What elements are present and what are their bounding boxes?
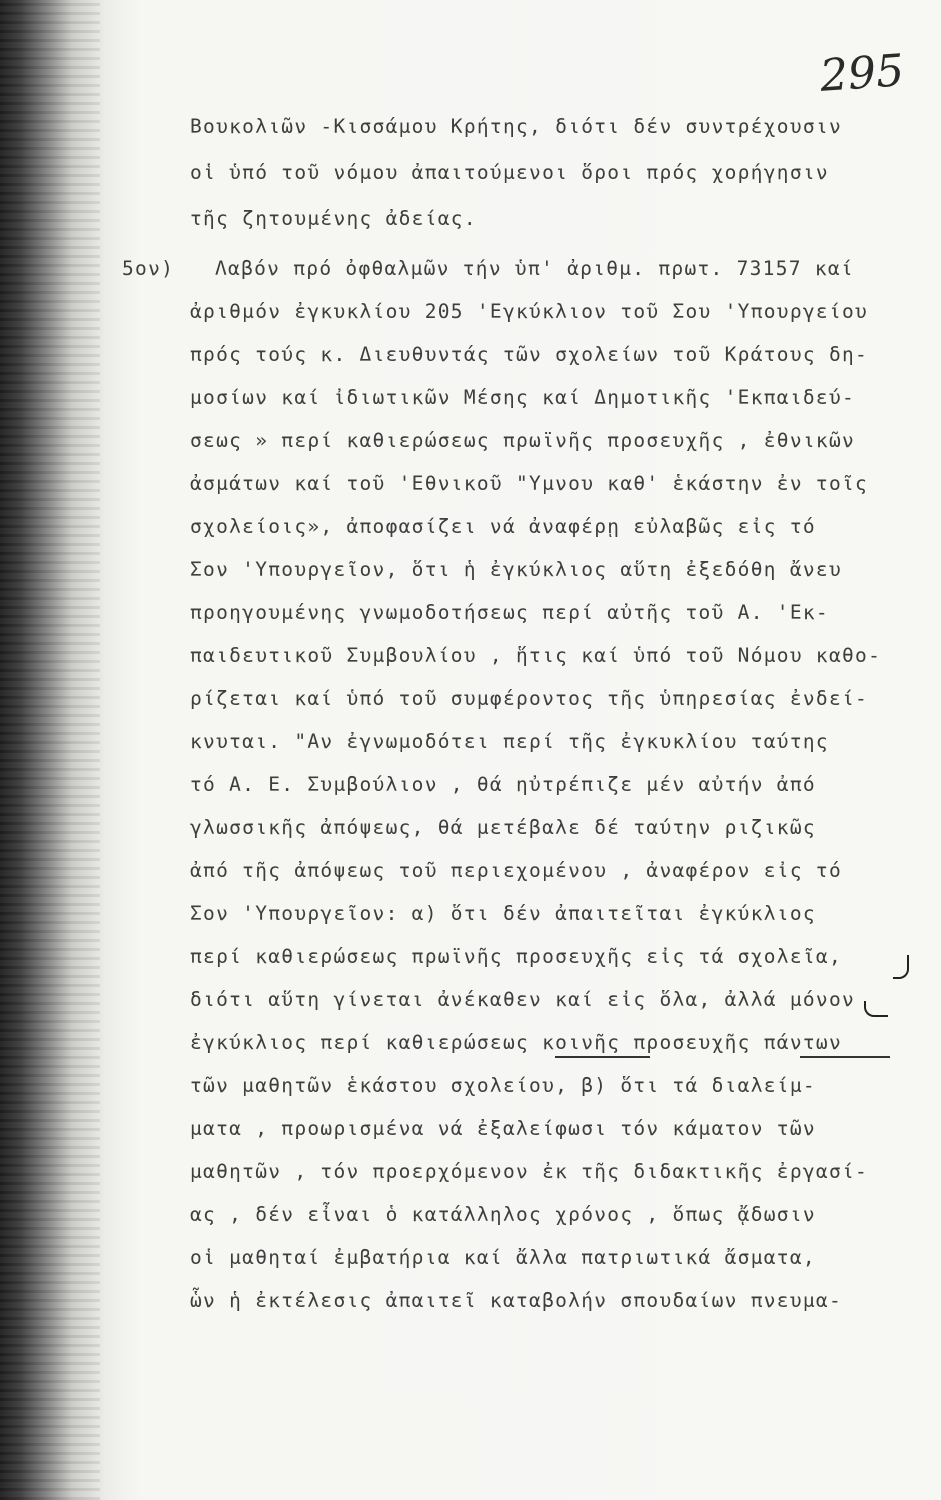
text-line: σχολείοις», ἀποφασίζει νά ἀναφέρῃ εὐλαβῶς εἰς τό bbox=[190, 515, 816, 538]
text-line: οἱ ὑπό τοῦ νόμου ἀπαιτούμενοι ὅροι πρός χορήγησιν bbox=[190, 161, 829, 184]
text-line: μαθητῶν , τόν προερχόμενον ἐκ τῆς διδακτικῆς ἐργασί- bbox=[190, 1160, 869, 1183]
text-line: τῶν μαθητῶν ἑκάστου σχολείου, β) ὅτι τά διαλείμ- bbox=[190, 1074, 816, 1097]
binding-shadow bbox=[0, 0, 100, 1500]
handwritten-underline bbox=[800, 1056, 890, 1058]
text-line: ρίζεται καί ὑπό τοῦ συμφέροντος τῆς ὑπηρεσίας ἐνδεί- bbox=[190, 687, 869, 710]
text-line: προηγουμένης γνωμοδοτήσεως περί αὐτῆς τοῦ Α. 'Εκ- bbox=[190, 601, 829, 624]
text-line: ἀριθμόν ἐγκυκλίου 205 'Εγκύκλιον τοῦ Σου 'Υπουργείου bbox=[190, 300, 869, 323]
text-line: ἐγκύκλιος περί καθιερώσεως κοινῆς προσευχῆς πάντων bbox=[190, 1031, 842, 1054]
text-line: γλωσσικῆς ἀπόψεως, θά μετέβαλε δέ ταύτην ριζικῶς bbox=[190, 816, 816, 839]
text-line: ματα , προωρισμένα νά ἐξαλείφωσι τόν κάματον τῶν bbox=[190, 1117, 816, 1140]
text-line: σεως » περί καθιερώσεως πρωϊνῆς προσευχῆς , ἐθνικῶν bbox=[190, 429, 856, 452]
handwritten-comma-mark bbox=[893, 955, 909, 979]
text-line: ας , δέν εἶναι ὁ κατάλληλος χρόνος , ὅπως ᾄδωσιν bbox=[190, 1203, 816, 1226]
text-line: Σον 'Υπουργεῖον, ὅτι ἡ ἐγκύκλιος αὕτη ἐξεδόθη ἄνευ bbox=[190, 558, 842, 581]
text-line: τῆς ζητουμένης ἀδείας. bbox=[190, 207, 477, 230]
text-line: μοσίων καί ἰδιωτικῶν Μέσης καί Δημοτικῆς 'Εκπαιδεύ- bbox=[190, 386, 856, 409]
text-line: ἀσμάτων καί τοῦ 'Εθνικοῦ "Υμνου καθ' ἑκάστην ἐν τοῖς bbox=[190, 472, 869, 495]
text-line: Λαβόν πρό ὀφθαλμῶν τήν ὑπ' ἀριθμ. πρωτ. 73157 καί bbox=[215, 257, 854, 280]
text-line: ὧν ἡ ἐκτέλεσις ἀπαιτεῖ καταβολήν σπουδαίων πνευμα- bbox=[190, 1289, 842, 1312]
page-number: 295 bbox=[818, 45, 906, 102]
handwritten-bracket-mark bbox=[864, 1001, 888, 1017]
text-line: παιδευτικοῦ Συμβουλίου , ἥτις καί ὑπό τοῦ Νόμου καθο- bbox=[190, 644, 882, 667]
text-line: Βουκολιῶν -Κισσάμου Κρήτης, διότι δέν συντρέχουσιν bbox=[190, 115, 842, 138]
text-line: ἀπό τῆς ἀπόψεως τοῦ περιεχομένου , ἀναφέρον εἰς τό bbox=[190, 859, 842, 882]
text-line: περί καθιερώσεως πρωϊνῆς προσευχῆς εἰς τά σχολεῖα, bbox=[190, 945, 842, 968]
text-line: τό Α. Ε. Συμβούλιον , θά ηὐτρέπιζε μέν αὐτήν ἀπό bbox=[190, 773, 816, 796]
text-line: διότι αὕτη γίνεται ἀνέκαθεν καί εἰς ὅλα, ἀλλά μόνον bbox=[190, 988, 856, 1011]
text-line: Σον 'Υπουργεῖον: α) ὅτι δέν ἀπαιτεῖται ἐγκύκλιος bbox=[190, 902, 816, 925]
text-line: πρός τούς κ. Διευθυντάς τῶν σχολείων τοῦ Κράτους δη- bbox=[190, 343, 869, 366]
item-number: 5ον) bbox=[122, 257, 175, 280]
text-line: κνυται. "Αν ἐγνωμοδότει περί τῆς ἐγκυκλίου ταύτης bbox=[190, 730, 829, 753]
text-line: οἱ μαθηταί ἐμβατήρια καί ἄλλα πατριωτικά ἄσματα, bbox=[190, 1246, 816, 1269]
handwritten-underline bbox=[555, 1056, 650, 1058]
